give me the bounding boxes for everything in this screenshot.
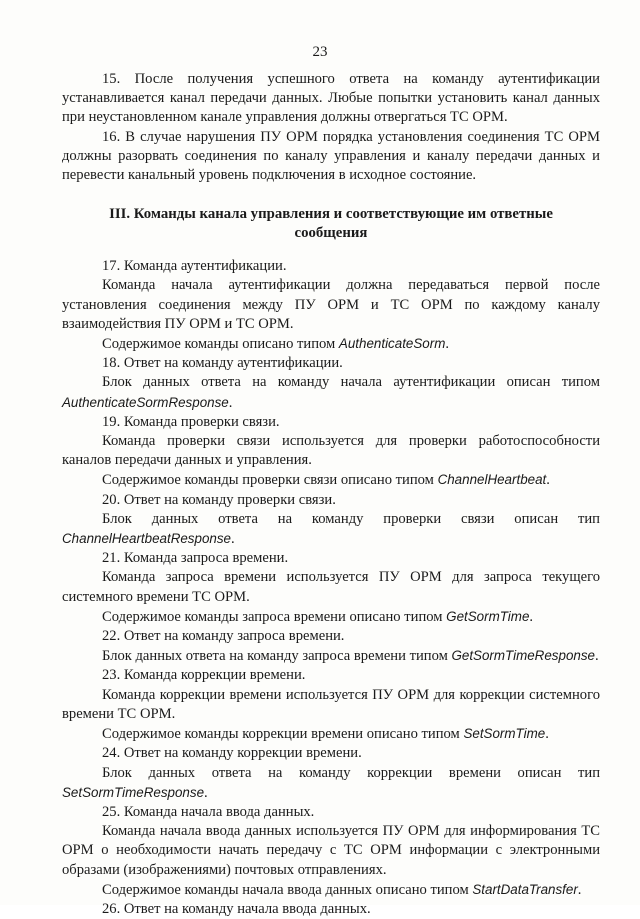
section-heading bbox=[82, 205, 580, 243]
item-24-description-text: Блок данных ответа на команду коррекции времени описан тип bbox=[102, 764, 600, 781]
item-21-content-suffix: . bbox=[529, 608, 534, 625]
type-channel-heartbeat-response: ChannelHeartbeatResponse bbox=[62, 531, 231, 547]
item-19-title: 19. Команда проверки связи. bbox=[102, 413, 280, 430]
item-25-title: 25. Команда начала ввода данных. bbox=[102, 803, 315, 820]
item-22-title: 22. Ответ на команду запроса времени. bbox=[102, 628, 345, 645]
paragraph-15: 15. После получения успешного ответа на команду аутентификации устанавливается канал передачи данных. Любые попытки установить канал данных при неустановленном канале управления должны отвергаться ТС ОРМ. bbox=[62, 71, 600, 126]
item-17-title: 17. Команда аутентификации. bbox=[102, 258, 287, 275]
item-20-description-text: Блок данных ответа на команду проверки связи описан тип bbox=[102, 510, 600, 527]
section-title: Команды канала управления и соответствующие им ответные сообщения bbox=[133, 206, 553, 242]
item-20-title: 20. Ответ на команду проверки связи. bbox=[102, 491, 336, 508]
item-21-content-text: Содержимое команды запроса времени описано типом bbox=[102, 608, 447, 625]
item-18-description bbox=[62, 373, 600, 412]
page-body bbox=[62, 70, 600, 919]
type-get-sorm-time-response: GetSormTimeResponse bbox=[451, 648, 595, 664]
item-18-title: 18. Ответ на команду аутентификации. bbox=[102, 355, 343, 372]
item-19-content bbox=[62, 470, 600, 490]
item-23-content-text: Содержимое команды коррекции времени описано типом bbox=[102, 726, 464, 743]
item-23-content-suffix: . bbox=[545, 726, 549, 743]
item-18-description-text: Блок данных ответа на команду начала аутентификации описан типом bbox=[102, 374, 600, 391]
item-19-content-text: Содержимое команды проверки связи описано типом bbox=[102, 472, 438, 489]
page-number: 23 bbox=[312, 44, 328, 60]
item-25-content bbox=[62, 880, 600, 900]
item-23-content bbox=[62, 724, 600, 744]
item-17-content-text: Содержимое команды описано типом bbox=[102, 336, 339, 353]
item-19-content-suffix: . bbox=[546, 472, 550, 489]
type-start-data-transfer: StartDataTransfer bbox=[472, 881, 578, 897]
item-24-description-suffix: . bbox=[204, 784, 208, 801]
item-21-title: 21. Команда запроса времени. bbox=[102, 550, 289, 567]
type-set-sorm-time: SetSormTime bbox=[463, 726, 546, 742]
item-17-content bbox=[62, 334, 600, 354]
item-22-description-suffix: . bbox=[594, 648, 599, 665]
section-number: III. bbox=[109, 206, 131, 223]
type-set-sorm-time-response: SetSormTimeResponse bbox=[62, 784, 205, 800]
type-authenticate-sorm-response: AuthenticateSormResponse bbox=[62, 394, 229, 410]
item-20-description bbox=[62, 510, 600, 549]
item-25-description: Команда начала ввода данных используется ПУ ОРМ для информирования ТС ОРМ о необходимости начать передачу с ТС ОРМ информации с электронными образами (изображениями) почтовых отправлениях. bbox=[62, 823, 600, 878]
item-24-title: 24. Ответ на команду коррекции времени. bbox=[102, 745, 362, 762]
item-18-description-suffix: . bbox=[228, 394, 233, 411]
item-22-description bbox=[62, 646, 600, 666]
item-25-content-suffix: . bbox=[577, 881, 582, 898]
item-26-title: 26. Ответ на команду начала ввода данных. bbox=[102, 900, 371, 917]
item-21-description: Команда запроса времени используется ПУ ОРМ для запроса текущего системного времени ТС ОРМ. bbox=[62, 569, 600, 605]
type-get-sorm-time: GetSormTime bbox=[446, 608, 530, 624]
item-21-content bbox=[62, 607, 600, 627]
item-19-description: Команда проверки связи используется для проверки работоспособности каналов передачи данных и управления. bbox=[62, 433, 600, 469]
item-24-description bbox=[62, 764, 600, 803]
type-authenticate-sorm: AuthenticateSorm bbox=[338, 336, 446, 352]
item-17-description: Команда начала аутентификации должна передаваться первой после установления соединения между ПУ ОРМ и ТС ОРМ по каждому каналу взаимодействия ПУ ОРМ и ТС ОРМ. bbox=[62, 277, 600, 332]
item-25-content-text: Содержимое команды начала ввода данных описано типом bbox=[102, 881, 473, 898]
item-23-title: 23. Команда коррекции времени. bbox=[102, 667, 306, 684]
item-23-description: Команда коррекции времени используется ПУ ОРМ для коррекции системного времени ТС ОРМ. bbox=[62, 686, 600, 722]
paragraph-16: 16. В случае нарушения ПУ ОРМ порядка установления соединения ТС ОРМ должны разорвать соединения по каналу управления и каналу передачи данных и перевести канальный уровень подключения в исходное состояние. bbox=[62, 128, 600, 184]
item-20-description-suffix: . bbox=[231, 531, 235, 548]
item-17-content-suffix: . bbox=[445, 336, 450, 353]
type-channel-heartbeat: ChannelHeartbeat bbox=[437, 472, 547, 488]
item-22-description-text: Блок данных ответа на команду запроса времени типом bbox=[102, 648, 452, 665]
